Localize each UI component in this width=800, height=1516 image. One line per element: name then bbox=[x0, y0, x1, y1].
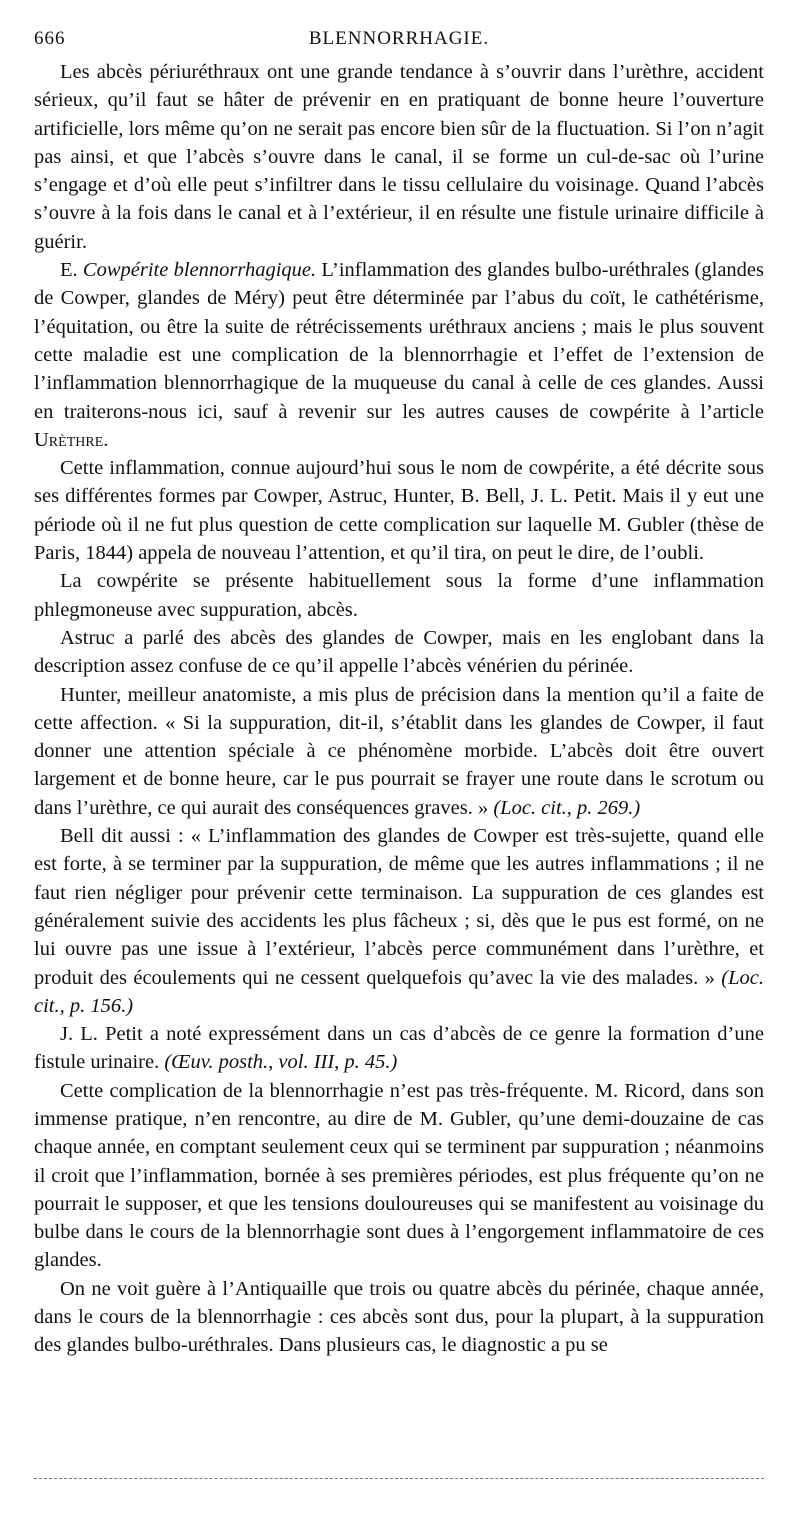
page-header bbox=[34, 28, 764, 58]
paragraph-text: La cowpérite se présente habituellement sous la forme d’une inflammation phlegmoneuse avec suppuration, abcès. bbox=[34, 570, 764, 621]
cross-reference: Urèthre bbox=[34, 428, 104, 451]
section-cowperite bbox=[34, 256, 764, 454]
paragraph-text: J. L. Petit a noté expressément dans un cas d’abcès de ce genre la formation d’une fistule urinaire. bbox=[34, 1023, 764, 1074]
paragraph-text: Bell dit aussi : « L’inflammation des glandes de Cowper est très-sujette, quand elle est forte, à se terminer par la suppuration, de même que les autres inflammations ; il ne faut rien négliger pour prévenir cette terminaison. La suppuration de ces glandes est généralement suivie des accidents les plus fâcheux ; si, dès que le pus est formé, on ne lui ouvre pas une issue à l’extérieur, l’abcès perce communément dans l’urèthre, et produit des écoulements qui ne cessent quelquefois qu’avec la vie des malades. » bbox=[34, 825, 764, 989]
paragraph-text: L’inflammation des glandes bulbo-uréthrales (glandes de Cowper, glandes de Méry) peut être déterminée par l’abus du coït, le cathétérisme, l’équitation, ou être la suite de rétrécissements uréthraux anciens ; mais le plus souvent cette maladie est une complication de la blennorrhagie et l’effet de l’extension de l’inflammation blennorrhagique de la muqueuse du canal à celle de ces glandes. Aussi en traiterons-nous ici, sauf à revenir sur les autres causes de cowpérite à l’article bbox=[34, 259, 765, 423]
book-page bbox=[34, 28, 764, 1360]
footer-rule bbox=[34, 1478, 764, 1479]
citation: (Loc. cit., p. 156.) bbox=[34, 966, 764, 1017]
paragraph-hunter bbox=[34, 681, 764, 822]
paragraph-frequency bbox=[34, 1077, 764, 1275]
paragraph-text: Cette complication de la blennorrhagie n’est pas très-fréquente. M. Ricord, dans son immense pratique, n’en rencontre, au dire de M. Gubler, qu’une demi-douzaine de cas chaque année, en comptant seulement ceux qui se terminent par suppuration ; néanmoins il croit que l’inflammation, bornée à ses premières périodes, est plus fréquente qu’on ne pourrait le supposer, et que les tensions douloureuses qui se manifestent au voisinage du bulbe dans le cours de la blennorrhagie sont dues à l’engorgement inflammatoire de ces glandes. bbox=[34, 1079, 764, 1272]
paragraph-periurethral-abscess bbox=[34, 58, 764, 256]
paragraph-text: Les abcès périuréthraux ont une grande tendance à s’ouvrir dans l’urèthre, accident sérieux, qu’il faut se hâter de prévenir en en pratiquant de bonne heure l’ouverture artificielle, lors même qu’on ne serait pas encore bien sûr de la fluctuation. Si l’on n’agit pas ainsi, et que l’abcès s’ouvre dans le canal, il se forme un cul-de-sac où l’urine s’engage et d’où elle peut s’infiltrer dans le tissu cellulaire du voisinage. Quand l’abcès s’ouvre à la fois dans le canal et à l’extérieur, il en résulte une fistule urinaire difficile à guérir. bbox=[34, 61, 764, 253]
body-text bbox=[34, 58, 764, 1360]
paragraph-antiquaille bbox=[34, 1275, 764, 1360]
paragraph-bell bbox=[34, 822, 764, 1020]
punctuation: . bbox=[103, 428, 109, 451]
paragraph-petit bbox=[34, 1020, 764, 1077]
page-number: 666 bbox=[34, 28, 66, 49]
running-title: BLENNORRHAGIE. bbox=[308, 28, 490, 49]
section-heading: Cowpérite blennorrhagique. bbox=[82, 259, 317, 282]
citation: (Loc. cit., p. 269.) bbox=[493, 796, 641, 819]
paragraph-astruc bbox=[34, 624, 764, 681]
paragraph-text: On ne voit guère à l’Antiquaille que trois ou quatre abcès du périnée, chaque année, dans le cours de la blennorrhagie : ces abcès sont dus, pour la plupart, à la suppuration des glandes bulbo-uréthrales. Dans plusieurs cas, le diagnostic a pu se bbox=[34, 1277, 764, 1357]
section-label: E. bbox=[60, 259, 78, 282]
paragraph-text: Astruc a parlé des abcès des glandes de Cowper, mais en les englobant dans la description assez confuse de ce qu’il appelle l’abcès vénérien du périnée. bbox=[34, 626, 764, 678]
paragraph-presentation bbox=[34, 567, 764, 624]
paragraph-history bbox=[34, 454, 764, 567]
paragraph-text: Hunter, meilleur anatomiste, a mis plus de précision dans la mention qu’il a faite de cette affection. « Si la suppuration, dit-il, s’établit dans les glandes de Cowper, il faut donner une attention spéciale à ce phénomène morbide. L’abcès doit être ouvert largement et de bonne heure, car le pus pourrait se frayer une route dans le scrotum ou dans l’urèthre, ce qui aurait des conséquences graves. » bbox=[34, 683, 764, 819]
citation: (Œuv. posth., vol. III, p. 45.) bbox=[164, 1051, 398, 1074]
paragraph-text: Cette inflammation, connue aujourd’hui sous le nom de cowpérite, a été décrite sous ses différentes formes par Cowper, Astruc, Hunter, B. Bell, J. L. Petit. Mais il y eut une période où il ne fut plus question de cette complication sur laquelle M. Gubler (thèse de Paris, 1844) appela de nouveau l’attention, et qu’il tira, on peut le dire, de l’oubli. bbox=[34, 457, 764, 565]
